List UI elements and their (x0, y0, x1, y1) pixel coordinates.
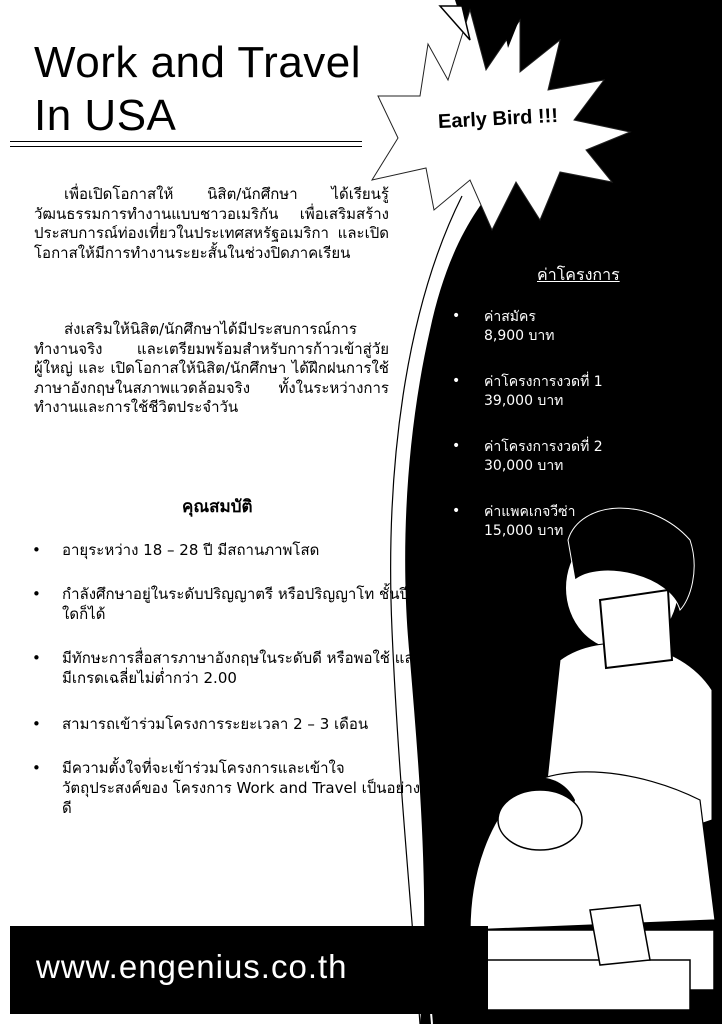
cost-name: ค่าโครงการงวดที่ 2 (484, 439, 603, 455)
qualifications-heading: คุณสมบัติ (182, 497, 253, 517)
list-item (0, 648, 422, 688)
title-line-2: In USA (34, 91, 177, 140)
intro-paragraph-2: ส่งเสริมให้นิสิต/นักศึกษาได้มีประสบการณ์การทำงานจริง และเตรียมพร้อมสำหรับการก้าวเข้าสู่วัยผู้ใหญ่ และ เปิดโอกาสให้นิสิต/นักศึกษา ได้ฝึกฝนการใช้ภาษาอังกฤษในสภาพแวดล้อมจริง ทั้งในระหว่างการทำงานและการใช้ชีวิตประจำวัน (34, 320, 389, 416)
bullet-icon: • (452, 308, 461, 324)
list-item (0, 540, 422, 560)
cost-price: 39,000 บาท (484, 393, 564, 409)
cost-name: ค่าสมัคร (484, 309, 536, 325)
qualification-text: มีความตั้งใจที่จะเข้าร่วมโครงการและเข้าใจวัตถุประสงค์ของ โครงการ Work and Travel เป็นอย่างดี (62, 759, 421, 817)
qualification-text: กำลังศึกษาอยู่ในระดับปริญญาตรี หรือปริญญาโท ชั้นปีใดก็ได้ (62, 585, 409, 623)
list-item (0, 584, 422, 624)
bullet-icon: • (452, 438, 461, 454)
qualification-text: สามารถเข้าร่วมโครงการระยะเวลา 2 – 3 เดือน (62, 715, 369, 733)
cost-price: 15,000 บาท (484, 523, 564, 539)
costs-heading: ค่าโครงการ (537, 265, 620, 284)
early-bird-badge: Early Bird !!! (437, 104, 559, 134)
bullet-icon: • (32, 541, 41, 559)
cost-name: ค่าโครงการงวดที่ 1 (484, 374, 603, 390)
cost-price: 30,000 บาท (484, 458, 564, 474)
bullet-icon: • (32, 649, 41, 667)
page-title (34, 36, 361, 142)
bullet-icon: • (32, 759, 41, 777)
cost-name: ค่าแพคเกจวีซ่า (484, 504, 576, 520)
bullet-icon: • (452, 503, 461, 519)
qualification-text: มีทักษะการสื่อสารภาษาอังกฤษในระดับดี หรือพอใช้ และมีเกรดเฉลี่ยไม่ต่ำกว่า 2.00 (62, 649, 422, 687)
title-divider (10, 141, 362, 147)
qualifications-list (0, 540, 440, 842)
bullet-icon: • (452, 373, 461, 389)
cost-price: 8,900 บาท (484, 328, 555, 344)
intro-paragraph-1: เพื่อเปิดโอกาสให้ นิสิต/นักศึกษา ได้เรียนรู้วัฒนธรรมการทำงานแบบชาวอเมริกัน เพื่อเสริมสร้างประสบการณ์ท่องเที่ยวในประเทศสหรัฐอเมริกา และเปิดโอกาสให้มีการทำงานระยะสั้นในช่วงปิดภาคเรียน (34, 185, 389, 262)
list-item (0, 758, 422, 818)
website-link[interactable]: www.engenius.co.th (36, 948, 348, 985)
list-item (452, 503, 603, 541)
title-line-1: Work and Travel (34, 38, 362, 87)
bullet-icon: • (32, 585, 41, 603)
qualification-text: อายุระหว่าง 18 – 28 ปี มีสถานภาพโสด (62, 541, 320, 559)
list-item (452, 308, 603, 346)
bullet-icon: • (32, 715, 41, 733)
costs-list (452, 308, 603, 568)
list-item (452, 373, 603, 411)
list-item (452, 438, 603, 476)
list-item (0, 714, 422, 734)
